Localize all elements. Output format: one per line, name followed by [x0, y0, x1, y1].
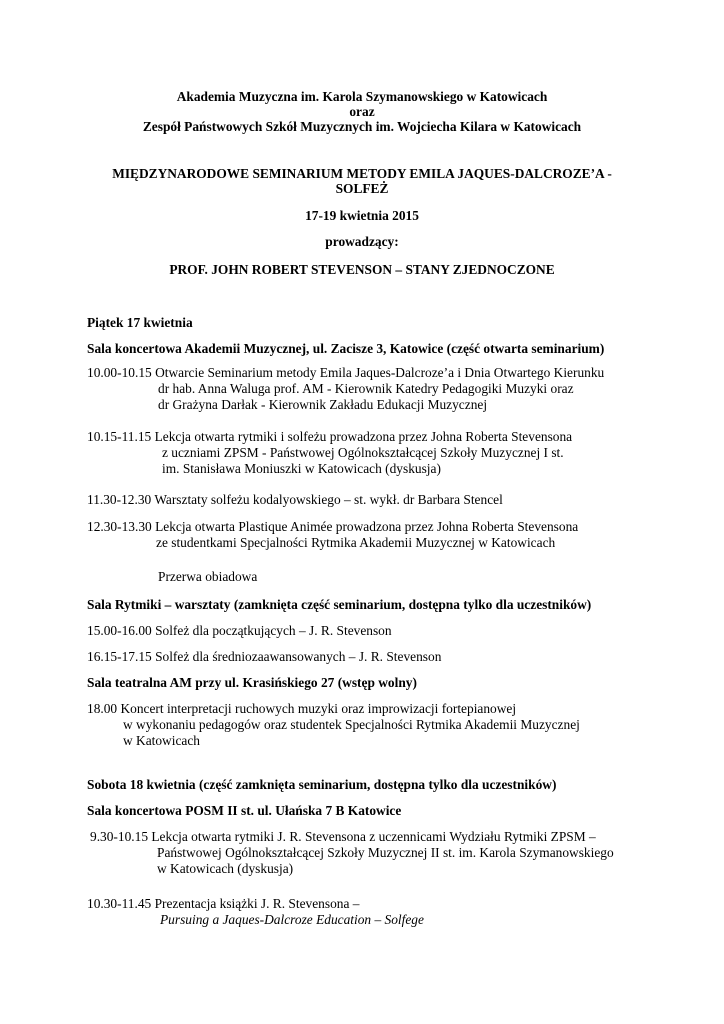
friday-event-7-line2: w wykonaniu pedagogów oraz studentek Specjalności Rytmika Akademii Muzycznej — [123, 717, 580, 732]
friday-event-2-line2: z uczniami ZPSM - Państwowej Ogólnokształcącej Szkoły Muzycznej I st. — [162, 445, 564, 460]
friday-venue-2: Sala Rytmiki – warsztaty (zamknięta część seminarium, dostępna tylko dla uczestników) — [87, 597, 592, 612]
seminar-title-line1: MIĘDZYNARODOWE SEMINARIUM METODY EMILA JAQUES-DALCROZE’A - — [112, 166, 612, 181]
header-institution-2: Zespół Państwowych Szkół Muzycznych im. Wojciecha Kilara w Katowicach — [142, 119, 582, 134]
friday-event-2-line3: im. Stanisława Moniuszki w Katowicach (dyskusja) — [162, 461, 441, 476]
led-by-label: prowadzący: — [325, 234, 399, 249]
friday-event-6: 16.15-17.15 Solfeż dla średniozaawansowanych – J. R. Stevenson — [87, 649, 442, 664]
friday-event-1-line1: 10.00-10.15 Otwarcie Seminarium metody Emila Jaques-Dalcroze’a i Dnia Otwartego Kierunku — [87, 365, 605, 380]
saturday-event-2-line1: 10.30-11.45 Prezentacja książki J. R. Stevensona – — [87, 896, 360, 911]
friday-event-2-line1: 10.15-11.15 Lekcja otwarta rytmiki i solfeżu prowadzona przez Johna Roberta Stevensona — [87, 429, 573, 444]
friday-event-7-line1: 18.00 Koncert interpretacji ruchowych muzyki oraz improwizacji fortepianowej — [87, 701, 517, 716]
friday-event-7-line3: w Katowicach — [123, 733, 200, 748]
friday-event-3: 11.30-12.30 Warsztaty solfeżu kodalyowskiego – st. wykł. dr Barbara Stencel — [87, 492, 503, 507]
friday-heading: Piątek 17 kwietnia — [87, 315, 193, 330]
friday-venue-1: Sala koncertowa Akademii Muzycznej, ul. Zacisze 3, Katowice (część otwarta seminarium) — [87, 341, 605, 356]
saturday-event-1-line2: Państwowej Ogólnokształcącej Szkoły Muzycznej II st. im. Karola Szymanowskiego — [157, 845, 614, 860]
friday-event-4-line2: ze studentkami Specjalności Rytmika Akademii Muzycznej w Katowicach — [156, 535, 556, 550]
leader-name: PROF. JOHN ROBERT STEVENSON – STANY ZJEDNOCZONE — [169, 262, 555, 277]
header-institution-1: Akademia Muzyczna im. Karola Szymanowskiego w Katowicach — [176, 89, 548, 104]
friday-venue-3: Sala teatralna AM przy ul. Krasińskiego 27 (wstęp wolny) — [87, 675, 417, 690]
friday-event-4-line1: 12.30-13.30 Lekcja otwarta Plastique Animée prowadzona przez Johna Roberta Stevensona — [87, 519, 579, 534]
header-conjunction: oraz — [349, 104, 375, 119]
saturday-event-1-line1: 9.30-10.15 Lekcja otwarta rytmiki J. R. Stevensona z uczennicami Wydziału Rytmiki ZPSM – — [90, 829, 596, 844]
friday-lunch-break: Przerwa obiadowa — [158, 569, 258, 584]
friday-event-5: 15.00-16.00 Solfeż dla początkujących – J. R. Stevenson — [87, 623, 392, 638]
friday-event-1-line3: dr Grażyna Darłak - Kierownik Zakładu Edukacji Muzycznej — [158, 397, 488, 412]
seminar-title-line2: SOLFEŻ — [335, 181, 389, 196]
seminar-dates: 17-19 kwietnia 2015 — [305, 208, 419, 223]
book-title: Pursuing a Jaques-Dalcroze Education – Solfege — [160, 912, 424, 927]
saturday-event-1-line3: w Katowicach (dyskusja) — [157, 861, 294, 876]
saturday-venue: Sala koncertowa POSM II st. ul. Ułańska 7 B Katowice — [87, 803, 402, 818]
friday-event-1-line2: dr hab. Anna Waluga prof. AM - Kierownik Katedry Pedagogiki Muzyki oraz — [158, 381, 574, 396]
saturday-heading: Sobota 18 kwietnia (część zamknięta seminarium, dostępna tylko dla uczestników) — [87, 777, 557, 792]
